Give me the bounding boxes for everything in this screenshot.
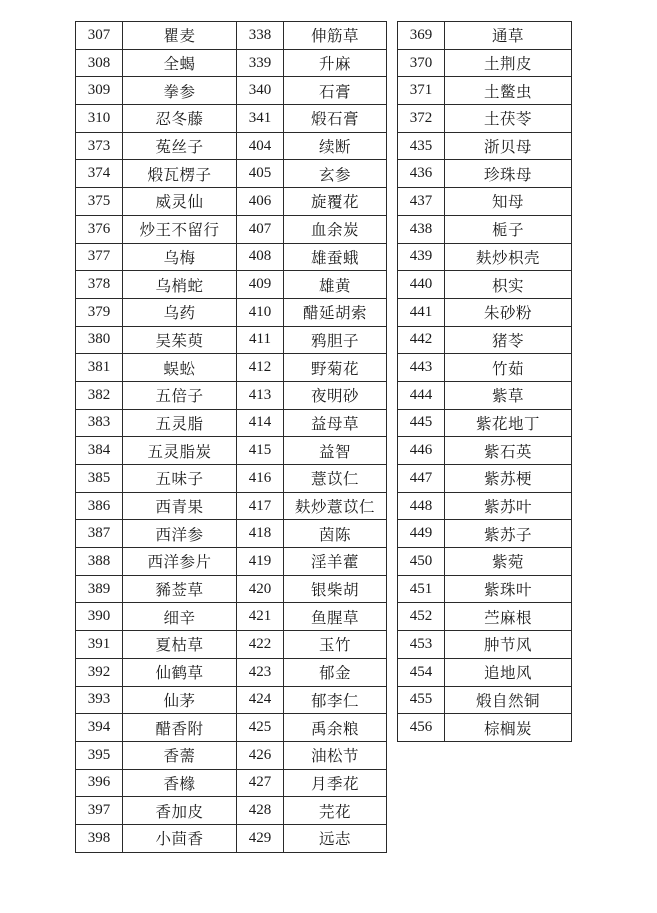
table-row xyxy=(76,797,237,825)
herb-name: 浙贝母 xyxy=(445,132,572,160)
item-number: 450 xyxy=(398,548,445,576)
item-number: 397 xyxy=(76,797,123,825)
table-row xyxy=(237,105,387,133)
herb-name: 细辛 xyxy=(123,603,237,631)
herb-table-column-1 xyxy=(75,21,237,853)
table-row xyxy=(76,160,237,188)
table-row xyxy=(76,631,237,659)
item-number: 378 xyxy=(76,271,123,299)
item-number: 394 xyxy=(76,714,123,742)
table-row xyxy=(237,714,387,742)
item-number: 449 xyxy=(398,520,445,548)
table-row xyxy=(76,132,237,160)
table-row xyxy=(76,714,237,742)
herb-name: 追地风 xyxy=(445,658,572,686)
table-row xyxy=(76,105,237,133)
item-number: 384 xyxy=(76,437,123,465)
herb-name: 土茯苓 xyxy=(445,105,572,133)
item-number: 445 xyxy=(398,409,445,437)
item-number: 448 xyxy=(398,492,445,520)
herb-name: 紫苏子 xyxy=(445,520,572,548)
herb-name: 银柴胡 xyxy=(284,575,387,603)
herb-name: 通草 xyxy=(445,22,572,50)
table-row xyxy=(76,409,237,437)
herb-name: 紫苏梗 xyxy=(445,465,572,493)
table-row xyxy=(398,686,572,714)
herb-name: 西洋参片 xyxy=(123,548,237,576)
herb-name: 仙茅 xyxy=(123,686,237,714)
herb-name: 乌药 xyxy=(123,298,237,326)
herb-name: 棕榈炭 xyxy=(445,714,572,742)
item-number: 374 xyxy=(76,160,123,188)
item-number: 454 xyxy=(398,658,445,686)
table-row xyxy=(76,824,237,852)
herb-name: 玉竹 xyxy=(284,631,387,659)
herb-name: 土鳖虫 xyxy=(445,77,572,105)
herb-name: 西青果 xyxy=(123,492,237,520)
item-number: 426 xyxy=(237,741,284,769)
item-number: 442 xyxy=(398,326,445,354)
item-number: 456 xyxy=(398,714,445,742)
herb-table-column-2 xyxy=(236,21,387,853)
item-number: 373 xyxy=(76,132,123,160)
herb-name: 威灵仙 xyxy=(123,188,237,216)
item-number: 308 xyxy=(76,49,123,77)
herb-name: 吴茱萸 xyxy=(123,326,237,354)
table-row xyxy=(398,243,572,271)
herb-name: 醋香附 xyxy=(123,714,237,742)
table-row xyxy=(398,49,572,77)
table-row xyxy=(237,520,387,548)
table-row xyxy=(237,160,387,188)
herb-name: 薏苡仁 xyxy=(284,465,387,493)
table-row xyxy=(76,465,237,493)
table-row xyxy=(398,77,572,105)
herb-name: 夏枯草 xyxy=(123,631,237,659)
item-number: 437 xyxy=(398,188,445,216)
herb-name: 益智 xyxy=(284,437,387,465)
item-number: 392 xyxy=(76,658,123,686)
table-row xyxy=(237,797,387,825)
herb-name: 麸炒薏苡仁 xyxy=(284,492,387,520)
item-number: 423 xyxy=(237,658,284,686)
table-row xyxy=(398,409,572,437)
table-row xyxy=(237,271,387,299)
table-row xyxy=(237,686,387,714)
table-row xyxy=(76,49,237,77)
item-number: 428 xyxy=(237,797,284,825)
herb-name: 芫花 xyxy=(284,797,387,825)
herb-name: 紫菀 xyxy=(445,548,572,576)
table-row xyxy=(237,492,387,520)
herb-name: 鱼腥草 xyxy=(284,603,387,631)
table-row xyxy=(76,437,237,465)
item-number: 422 xyxy=(237,631,284,659)
item-number: 371 xyxy=(398,77,445,105)
herb-name: 豨莶草 xyxy=(123,575,237,603)
table-row xyxy=(76,575,237,603)
herb-name: 珍珠母 xyxy=(445,160,572,188)
herb-name: 乌梅 xyxy=(123,243,237,271)
item-number: 395 xyxy=(76,741,123,769)
herb-name: 紫草 xyxy=(445,381,572,409)
item-number: 407 xyxy=(237,215,284,243)
table-row xyxy=(398,714,572,742)
item-number: 377 xyxy=(76,243,123,271)
table-row xyxy=(398,575,572,603)
item-number: 405 xyxy=(237,160,284,188)
herb-name: 全蝎 xyxy=(123,49,237,77)
table-row xyxy=(237,769,387,797)
item-number: 383 xyxy=(76,409,123,437)
item-number: 439 xyxy=(398,243,445,271)
herb-name: 野菊花 xyxy=(284,354,387,382)
herb-name: 紫苏叶 xyxy=(445,492,572,520)
item-number: 341 xyxy=(237,105,284,133)
item-number: 389 xyxy=(76,575,123,603)
item-number: 453 xyxy=(398,631,445,659)
table-row xyxy=(76,354,237,382)
item-number: 441 xyxy=(398,298,445,326)
herb-name: 西洋参 xyxy=(123,520,237,548)
herb-name: 香薷 xyxy=(123,741,237,769)
table-row xyxy=(237,548,387,576)
item-number: 386 xyxy=(76,492,123,520)
table-row xyxy=(398,381,572,409)
herb-name: 鸦胆子 xyxy=(284,326,387,354)
table-row xyxy=(76,243,237,271)
item-number: 446 xyxy=(398,437,445,465)
herb-name: 醋延胡索 xyxy=(284,298,387,326)
herb-name: 雄蚕蛾 xyxy=(284,243,387,271)
item-number: 452 xyxy=(398,603,445,631)
table-row xyxy=(237,215,387,243)
table-row xyxy=(237,741,387,769)
item-number: 427 xyxy=(237,769,284,797)
table-row xyxy=(76,326,237,354)
item-number: 435 xyxy=(398,132,445,160)
item-number: 420 xyxy=(237,575,284,603)
item-number: 415 xyxy=(237,437,284,465)
herb-name: 紫花地丁 xyxy=(445,409,572,437)
table-row xyxy=(237,603,387,631)
item-number: 339 xyxy=(237,49,284,77)
table-row xyxy=(237,631,387,659)
table-row xyxy=(398,22,572,50)
table-row xyxy=(237,354,387,382)
table-row xyxy=(237,298,387,326)
herb-name: 肿节风 xyxy=(445,631,572,659)
herb-name: 瞿麦 xyxy=(123,22,237,50)
item-number: 419 xyxy=(237,548,284,576)
herb-name: 煅石膏 xyxy=(284,105,387,133)
herb-name: 油松节 xyxy=(284,741,387,769)
herb-name: 竹茹 xyxy=(445,354,572,382)
table-row xyxy=(398,603,572,631)
herb-name: 小茴香 xyxy=(123,824,237,852)
table-row xyxy=(398,105,572,133)
table-row xyxy=(76,769,237,797)
herb-name: 麸炒枳壳 xyxy=(445,243,572,271)
item-number: 411 xyxy=(237,326,284,354)
table-row xyxy=(76,548,237,576)
table-row xyxy=(237,409,387,437)
item-number: 372 xyxy=(398,105,445,133)
item-number: 370 xyxy=(398,49,445,77)
item-number: 398 xyxy=(76,824,123,852)
item-number: 307 xyxy=(76,22,123,50)
herb-name: 栀子 xyxy=(445,215,572,243)
table-row xyxy=(237,465,387,493)
herb-name: 月季花 xyxy=(284,769,387,797)
table-row xyxy=(237,658,387,686)
table-row xyxy=(398,326,572,354)
item-number: 424 xyxy=(237,686,284,714)
herb-name: 香加皮 xyxy=(123,797,237,825)
item-number: 455 xyxy=(398,686,445,714)
item-number: 436 xyxy=(398,160,445,188)
herb-name: 忍冬藤 xyxy=(123,105,237,133)
item-number: 388 xyxy=(76,548,123,576)
herb-name: 五灵脂 xyxy=(123,409,237,437)
herb-name: 枳实 xyxy=(445,271,572,299)
herb-name: 升麻 xyxy=(284,49,387,77)
item-number: 447 xyxy=(398,465,445,493)
table-row xyxy=(76,215,237,243)
item-number: 429 xyxy=(237,824,284,852)
table-row xyxy=(237,326,387,354)
herb-name: 乌梢蛇 xyxy=(123,271,237,299)
herb-name: 伸筋草 xyxy=(284,22,387,50)
table-row xyxy=(398,548,572,576)
table-row xyxy=(76,77,237,105)
item-number: 340 xyxy=(237,77,284,105)
item-number: 406 xyxy=(237,188,284,216)
table-row xyxy=(398,298,572,326)
table-row xyxy=(76,381,237,409)
herb-name: 郁金 xyxy=(284,658,387,686)
herb-name: 煅自然铜 xyxy=(445,686,572,714)
herb-name: 拳参 xyxy=(123,77,237,105)
herb-name: 玄参 xyxy=(284,160,387,188)
item-number: 438 xyxy=(398,215,445,243)
item-number: 310 xyxy=(76,105,123,133)
table-row xyxy=(398,271,572,299)
herb-name: 续断 xyxy=(284,132,387,160)
herb-name: 远志 xyxy=(284,824,387,852)
item-number: 369 xyxy=(398,22,445,50)
table-row xyxy=(398,658,572,686)
table-row xyxy=(237,824,387,852)
herb-name: 淫羊藿 xyxy=(284,548,387,576)
item-number: 376 xyxy=(76,215,123,243)
table-row xyxy=(76,658,237,686)
item-number: 404 xyxy=(237,132,284,160)
table-row xyxy=(76,298,237,326)
item-number: 414 xyxy=(237,409,284,437)
item-number: 382 xyxy=(76,381,123,409)
table-row xyxy=(76,741,237,769)
table-row xyxy=(237,437,387,465)
table-row xyxy=(237,132,387,160)
herb-name: 仙鹤草 xyxy=(123,658,237,686)
herb-name: 益母草 xyxy=(284,409,387,437)
table-row xyxy=(237,22,387,50)
herb-name: 炒王不留行 xyxy=(123,215,237,243)
table-row xyxy=(76,271,237,299)
item-number: 418 xyxy=(237,520,284,548)
item-number: 421 xyxy=(237,603,284,631)
table-row xyxy=(398,354,572,382)
table-row xyxy=(398,160,572,188)
table-row xyxy=(76,22,237,50)
herb-name: 旋覆花 xyxy=(284,188,387,216)
table-row xyxy=(398,437,572,465)
herb-name: 血余炭 xyxy=(284,215,387,243)
item-number: 408 xyxy=(237,243,284,271)
item-number: 375 xyxy=(76,188,123,216)
item-number: 409 xyxy=(237,271,284,299)
herb-name: 菟丝子 xyxy=(123,132,237,160)
item-number: 391 xyxy=(76,631,123,659)
item-number: 396 xyxy=(76,769,123,797)
item-number: 416 xyxy=(237,465,284,493)
item-number: 440 xyxy=(398,271,445,299)
table-row xyxy=(237,243,387,271)
table-row xyxy=(76,603,237,631)
table-row xyxy=(398,492,572,520)
table-row xyxy=(398,215,572,243)
table-row xyxy=(398,520,572,548)
herb-name: 禹余粮 xyxy=(284,714,387,742)
table-row xyxy=(76,492,237,520)
item-number: 425 xyxy=(237,714,284,742)
item-number: 309 xyxy=(76,77,123,105)
item-number: 444 xyxy=(398,381,445,409)
herb-name: 朱砂粉 xyxy=(445,298,572,326)
herb-name: 五味子 xyxy=(123,465,237,493)
item-number: 393 xyxy=(76,686,123,714)
item-number: 413 xyxy=(237,381,284,409)
herb-name: 苎麻根 xyxy=(445,603,572,631)
item-number: 387 xyxy=(76,520,123,548)
herb-name: 知母 xyxy=(445,188,572,216)
herb-name: 茵陈 xyxy=(284,520,387,548)
herb-name: 土荆皮 xyxy=(445,49,572,77)
herb-name: 五倍子 xyxy=(123,381,237,409)
item-number: 412 xyxy=(237,354,284,382)
table-row xyxy=(398,465,572,493)
herb-name: 雄黄 xyxy=(284,271,387,299)
table-row xyxy=(76,686,237,714)
herb-name: 石膏 xyxy=(284,77,387,105)
item-number: 417 xyxy=(237,492,284,520)
table-row xyxy=(76,520,237,548)
item-number: 385 xyxy=(76,465,123,493)
table-row xyxy=(398,631,572,659)
item-number: 410 xyxy=(237,298,284,326)
item-number: 379 xyxy=(76,298,123,326)
herb-name: 夜明砂 xyxy=(284,381,387,409)
table-row xyxy=(237,188,387,216)
herb-name: 香橼 xyxy=(123,769,237,797)
herb-name: 煅瓦楞子 xyxy=(123,160,237,188)
table-row xyxy=(237,575,387,603)
herb-name: 五灵脂炭 xyxy=(123,437,237,465)
herb-name: 蜈蚣 xyxy=(123,354,237,382)
table-row xyxy=(237,77,387,105)
item-number: 381 xyxy=(76,354,123,382)
herb-name: 紫珠叶 xyxy=(445,575,572,603)
table-row xyxy=(76,188,237,216)
herb-name: 猪苓 xyxy=(445,326,572,354)
table-row xyxy=(237,381,387,409)
item-number: 380 xyxy=(76,326,123,354)
item-number: 338 xyxy=(237,22,284,50)
item-number: 443 xyxy=(398,354,445,382)
herb-name: 郁李仁 xyxy=(284,686,387,714)
herb-table-column-3 xyxy=(397,21,572,742)
table-row xyxy=(237,49,387,77)
herb-name: 紫石英 xyxy=(445,437,572,465)
table-row xyxy=(398,188,572,216)
table-row xyxy=(398,132,572,160)
item-number: 451 xyxy=(398,575,445,603)
item-number: 390 xyxy=(76,603,123,631)
